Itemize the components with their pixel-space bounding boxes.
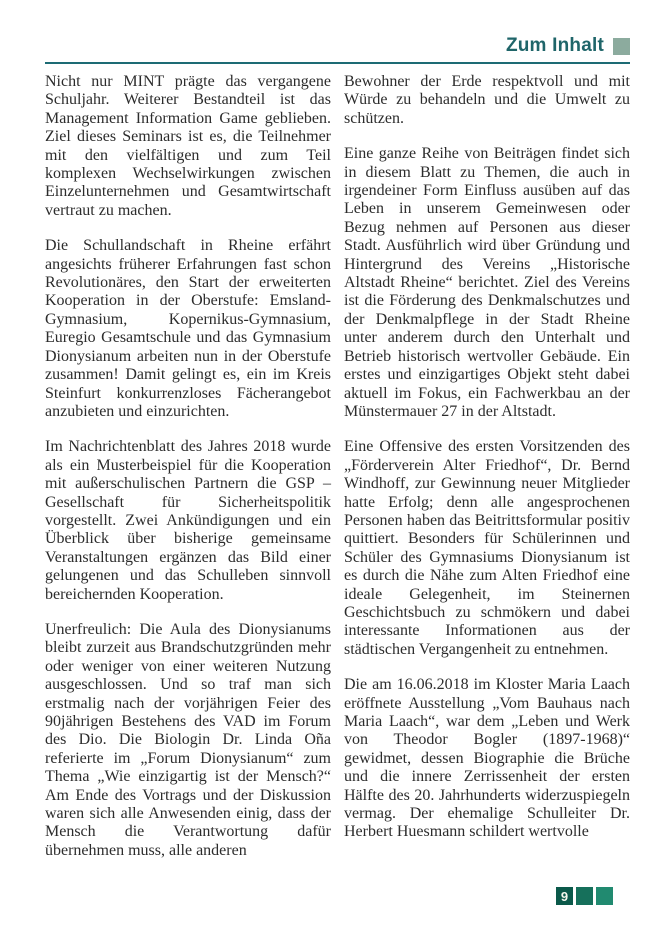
two-column-text bbox=[45, 73, 630, 860]
footer-square-icon bbox=[576, 887, 593, 905]
header-row bbox=[45, 34, 630, 58]
paragraph: Bewohner der Erde respektvoll und mit Würde zu behandeln und die Umwelt zu schützen. bbox=[344, 73, 630, 127]
paragraph: Die Schullandschaft in Rheine erfährt angesichts früherer Erfahrungen fast schon Revolutionäres, den Start der erweiterten Kooperation in der Oberstufe: Emsland-Gymnasium, Kopernikus-Gymnasium, Euregio Gesamtschule und das Gymnasium Dionysianum arbeiten nun in der Oberstufe zusammen! Damit gelingt es, ein im Kreis Steinfurt konkurrenzloses Fächerangebot anzubieten und einzurichten. bbox=[45, 237, 331, 420]
paragraph: Die am 16.06.2018 im Kloster Maria Laach eröffnete Ausstellung „Vom Bauhaus nach Maria Laach“, war dem „Leben und Werk von Theodor Bogler (1897-1968)“ gewidmet, dessen Biographie die Brüche und die innere Zerrissenheit der ersten Hälfte des 20. Jahrhunderts widerzuspiegeln vermag. Der ehemalige Schulleiter Dr. Herbert Huesmann schildert wertvolle bbox=[344, 676, 630, 841]
paragraph: Im Nachrichtenblatt des Jahres 2018 wurde als ein Musterbeispiel für die Kooperation mit außerschulischen Partnern die GSP – Gesellschaft für Sicherheitspolitik vorgestellt. Zwei Ankündigungen und ein Überblick über bisherige gemeinsame Veranstaltungen ergänzen das Bild einer gelungenen und das Schulleben sinnvoll bereichernden Kooperation. bbox=[45, 438, 331, 603]
paragraph: Unerfreulich: Die Aula des Dionysianums bleibt zurzeit aus Brandschutzgründen mehr oder weniger von einer weiteren Nutzung ausgeschlossen. Und so traf man sich erstmalig nach der vorjährigen Feier des 90jährigen Bestehens des VAD im Forum des Dio. Die Biologin Dr. Linda Oña referierte im „Forum Dionysianum“ zum Thema „Wie einzigartig ist der Mensch?“ Am Ende des Vortrags und der Diskussion waren sich alle Anwesenden einig, dass der Mensch die Verantwortung dafür übernehmen muss, alle anderen bbox=[45, 620, 331, 859]
footer-square-icon bbox=[596, 887, 613, 905]
page-number-badge bbox=[556, 887, 573, 905]
right-column bbox=[344, 73, 630, 860]
paragraph: Eine Offensive des ersten Vorsitzenden des „Förderverein Alter Friedhof“, Dr. Bernd Windhoff, zur Gewinnung neuer Mitglieder hatte Erfolg; denn alle angesprochenen Personen haben das Beitrittsformular positiv quittiert. Besonders für Schülerinnen und Schüler des Gymnasiums Dionysianum ist es durch die Nähe zum Alten Friedhof eine ideale Gelegenheit, im Steinernen Geschichtsbuch zu schmökern und dabei interessante Informationen aus der städtischen Vergangenheit zu entnehmen. bbox=[344, 438, 630, 658]
section-title: Zum Inhalt bbox=[505, 35, 604, 56]
page-footer bbox=[556, 887, 613, 905]
page-number: 9 bbox=[560, 888, 569, 904]
paragraph: Nicht nur MINT prägte das vergangene Schuljahr. Weiterer Bestandteil ist das Management Information Game geblieben. Ziel dieses Seminars ist es, die Teilnehmer mit den vielfältigen und zum Teil komplexen Wechselwirkungen zwischen Einzelunternehmen und Gesamtwirtschaft vertraut zu machen. bbox=[45, 73, 331, 219]
header-square-icon bbox=[613, 38, 630, 55]
paragraph: Eine ganze Reihe von Beiträgen findet sich in diesem Blatt zu Themen, die auch in irgendeiner Form Einfluss ausüben auf das Leben in unserem Gemeinwesen oder Bezug nehmen auf Personen aus dieser Stadt. Ausführlich wird über Gründung und Hintergrund des Vereins „Historische Altstadt Rheine“ berichtet. Ziel des Vereins ist die Förderung des Denkmalschutzes und der Denkmalpflege in der Stadt Rheine unter anderem durch den Unterhalt und Betrieb historisch wertvoller Gebäude. Ein erstes und einzigartiges Objekt steht dabei aktuell im Fokus, ein Fachwerkbau an der Münstermauer 27 in der Altstadt. bbox=[344, 145, 630, 420]
left-column bbox=[45, 73, 331, 860]
header-rule bbox=[45, 62, 630, 64]
page-header bbox=[45, 34, 630, 64]
